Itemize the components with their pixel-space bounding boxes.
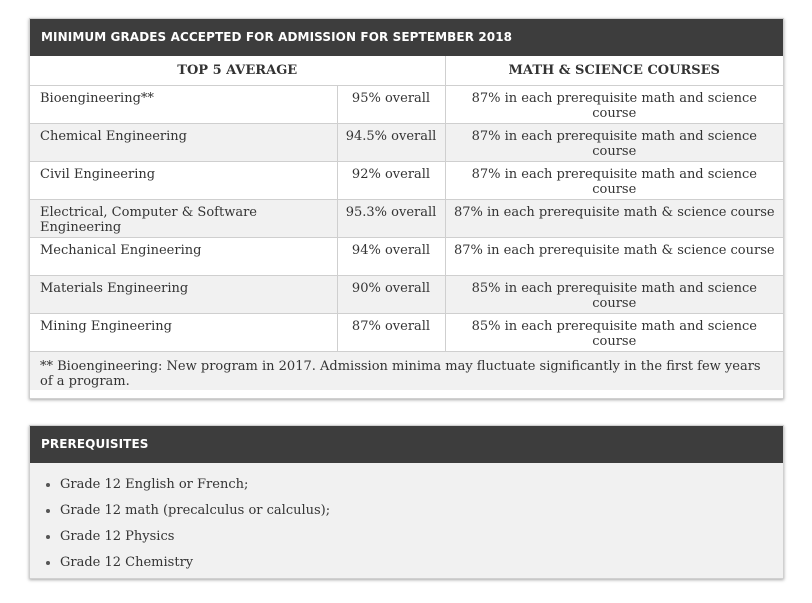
table-row [30, 86, 783, 124]
header-math-science-courses: MATH & SCIENCE COURSES [445, 56, 783, 86]
program-requirement: 87% in each prerequisite math & science course [445, 200, 783, 238]
program-name: Mining Engineering [30, 314, 337, 352]
program-name: Civil Engineering [30, 162, 337, 200]
program-requirement: 85% in each prerequisite math and science course [445, 314, 783, 352]
program-requirement: 85% in each prerequisite math and science course [445, 276, 783, 314]
table-row [30, 276, 783, 314]
program-average: 95.3% overall [337, 200, 445, 238]
program-average: 92% overall [337, 162, 445, 200]
program-average: 94.5% overall [337, 124, 445, 162]
prerequisites-body [30, 463, 783, 578]
prerequisites-panel [29, 425, 784, 579]
program-name: Bioengineering** [30, 86, 337, 124]
program-average: 90% overall [337, 276, 445, 314]
table-row [30, 200, 783, 238]
program-name: Chemical Engineering [30, 124, 337, 162]
program-requirement: 87% in each prerequisite math & science course [445, 238, 783, 276]
program-requirement: 87% in each prerequisite math and science course [445, 162, 783, 200]
footnote-row [30, 352, 783, 390]
table-row [30, 124, 783, 162]
list-item: • Grade 12 English or French; [60, 472, 783, 498]
header-top5-average: TOP 5 AVERAGE [30, 56, 445, 86]
prerequisites-title: PREREQUISITES [30, 426, 783, 463]
program-average: 95% overall [337, 86, 445, 124]
program-average: 87% overall [337, 314, 445, 352]
list-item: • Grade 12 math (precalculus or calculus); [60, 498, 783, 524]
table-row [30, 162, 783, 200]
list-item: • Grade 12 Chemistry [60, 550, 783, 576]
program-requirement: 87% in each prerequisite math and science course [445, 124, 783, 162]
table-row [30, 238, 783, 276]
program-name: Mechanical Engineering [30, 238, 337, 276]
list-item: • Grade 12 Physics [60, 524, 783, 550]
admission-grades-panel [29, 18, 784, 399]
program-requirement: 87% in each prerequisite math and science course [445, 86, 783, 124]
prerequisites-list [30, 472, 783, 576]
admission-grades-title: MINIMUM GRADES ACCEPTED FOR ADMISSION FOR SEPTEMBER 2018 [30, 19, 783, 56]
program-name: Electrical, Computer & Software Engineering [30, 200, 337, 238]
admission-grades-table [30, 56, 783, 390]
table-row [30, 314, 783, 352]
bioengineering-footnote: ** Bioengineering: New program in 2017. Admission minima may fluctuate significantly in the first few years of a program. [30, 352, 783, 390]
program-average: 94% overall [337, 238, 445, 276]
program-name: Materials Engineering [30, 276, 337, 314]
